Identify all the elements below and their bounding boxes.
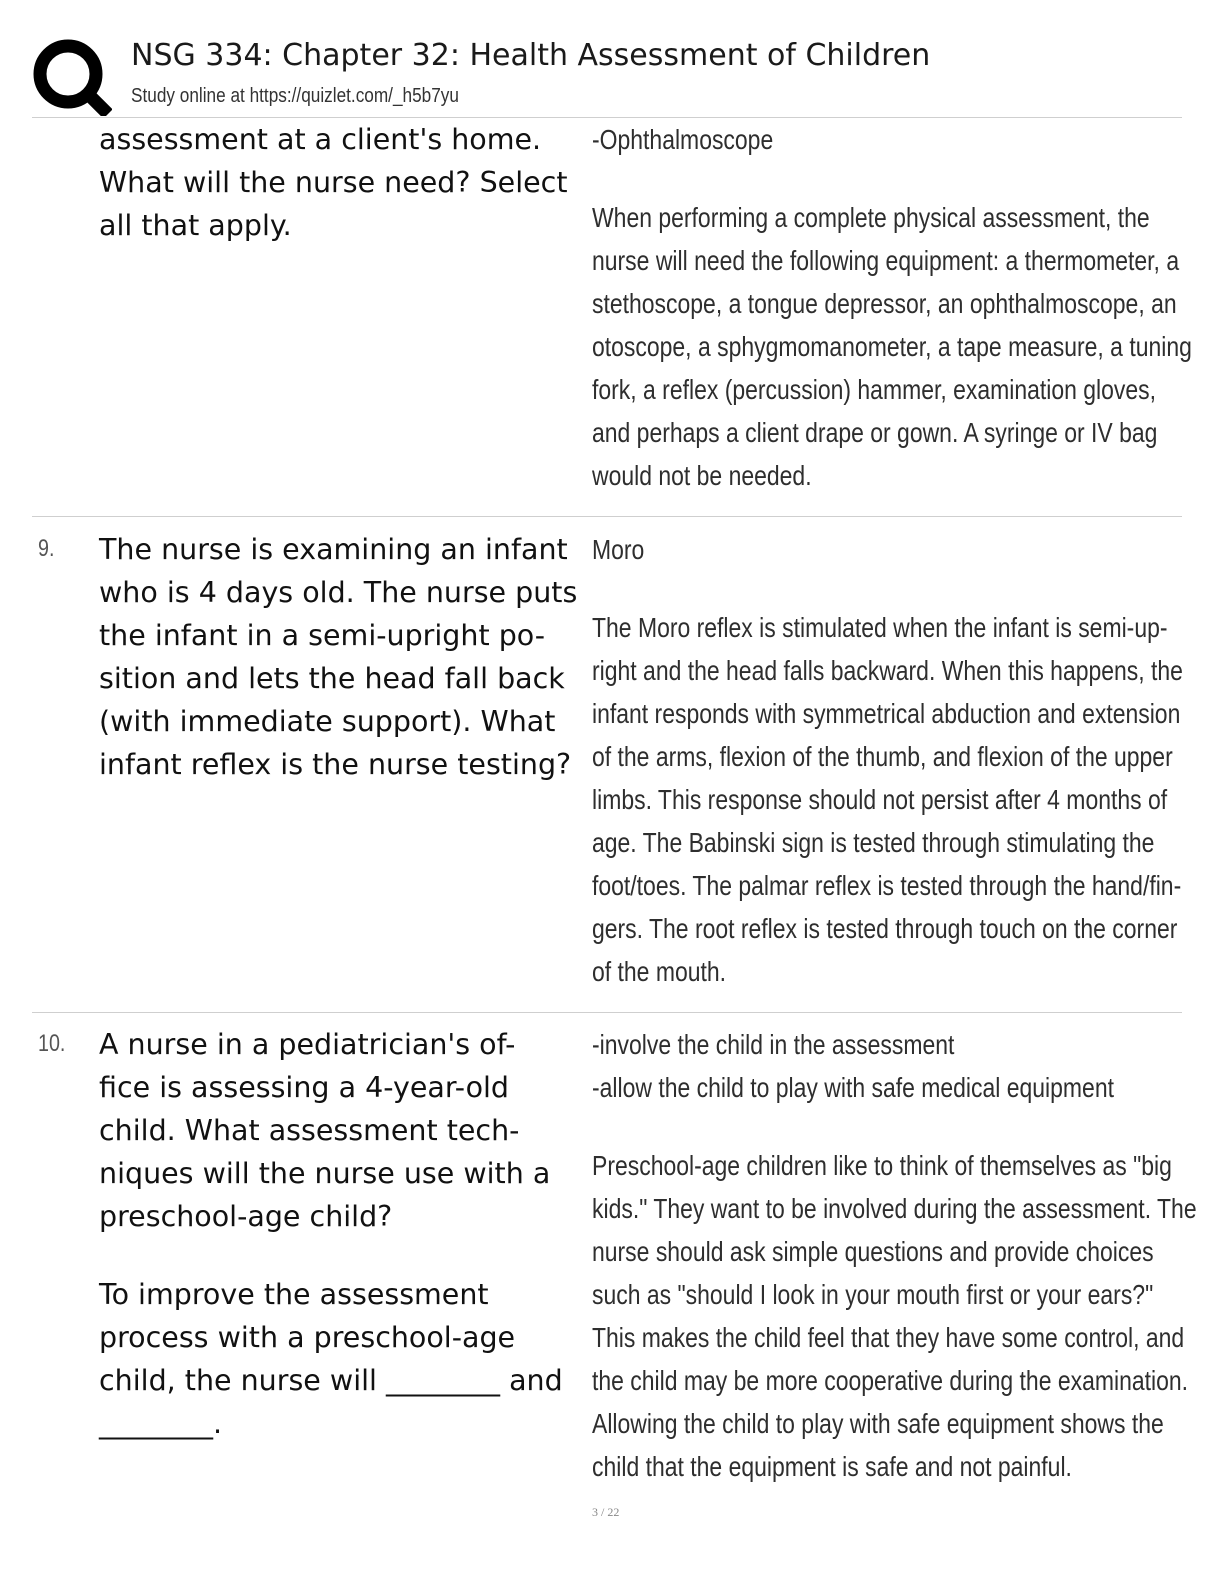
question-line: who is 4 days old. The nurse puts: [99, 576, 578, 609]
page-title: NSG 334: Chapter 32: Health Assessment of Children: [131, 38, 931, 73]
card-number: 10.: [38, 1030, 66, 1057]
explanation-line: limbs. This response should not persist after 4 months of: [592, 784, 1168, 815]
explanation-line: The Moro reflex is stimulated when the infant is semi-up-: [592, 612, 1168, 643]
explanation-line: When performing a complete physical assessment, the: [592, 202, 1150, 233]
explanation-line: such as "should I look in your mouth first or your ears?": [592, 1279, 1154, 1310]
page-number: 3 / 22: [592, 1505, 620, 1519]
card-number: 9.: [38, 535, 55, 562]
question-line: ________.: [99, 1407, 223, 1440]
question-line: The nurse is examining an infant: [99, 533, 568, 566]
explanation-line: otoscope, a sphygmomanometer, a tape measure, a tuning: [592, 331, 1192, 362]
question-line: assessment at a client's home.: [99, 123, 542, 156]
explanation-line: nurse will need the following equipment: a thermometer, a: [592, 245, 1180, 276]
card-divider: [32, 1012, 1182, 1013]
question-text: [99, 528, 589, 786]
explanation-line: would not be needed.: [592, 460, 812, 491]
study-online-link[interactable]: Study online at https://quizlet.com/_h5b7yu: [131, 85, 459, 107]
question-line: process with a preschool-age: [99, 1321, 516, 1354]
question-line: the infant in a semi-upright po-: [99, 619, 546, 652]
page-header: [32, 32, 1182, 118]
answer-line: -involve the child in the assessment: [592, 1029, 955, 1060]
card-divider: [32, 516, 1182, 517]
answer-line: Moro: [592, 534, 645, 565]
explanation-line: age. The Babinski sign is tested through stimulating the: [592, 827, 1155, 858]
question-line: What will the nurse need? Select: [99, 166, 568, 199]
answer-text: [592, 528, 1183, 993]
question-line: fice is assessing a 4-year-old: [99, 1071, 510, 1104]
question-line: niques will the nurse use with a: [99, 1157, 551, 1190]
question-line: sition and lets the head fall back: [99, 662, 565, 695]
question-line: all that apply.: [99, 209, 292, 242]
explanation-line: This makes the child feel that they have some control, and: [592, 1322, 1185, 1353]
explanation-line: stethoscope, a tongue depressor, an ophthalmoscope, an: [592, 288, 1177, 319]
explanation-line: the child may be more cooperative during the examination.: [592, 1365, 1189, 1396]
explanation-line: nurse should ask simple questions and provide choices: [592, 1236, 1154, 1267]
explanation-line: kids." They want to be involved during the assessment. The: [592, 1193, 1197, 1224]
answer-line: -allow the child to play with safe medical equipment: [592, 1072, 1114, 1103]
question-text: [99, 118, 589, 247]
question-text: [99, 1023, 589, 1445]
question-line: To improve the assessment: [99, 1278, 489, 1311]
explanation-line: foot/toes. The palmar reflex is tested through the hand/fin-: [592, 870, 1182, 901]
answer-text: [592, 1023, 1197, 1488]
explanation-line: fork, a reflex (percussion) hammer, examination gloves,: [592, 374, 1157, 405]
question-line: infant reflex is the nurse testing?: [99, 748, 572, 781]
explanation-line: infant responds with symmetrical abduction and extension: [592, 698, 1181, 729]
question-line: child. What assessment tech-: [99, 1114, 520, 1147]
explanation-line: gers. The root reflex is tested through touch on the corner: [592, 913, 1178, 944]
quizlet-logo-icon: [32, 36, 112, 116]
explanation-line: and perhaps a client drape or gown. A syringe or IV bag: [592, 417, 1158, 448]
answer-text: [592, 118, 1192, 497]
explanation-line: of the mouth.: [592, 956, 727, 987]
question-line: preschool-age child?: [99, 1200, 393, 1233]
answer-line: -Ophthalmoscope: [592, 124, 774, 155]
question-line: child, the nurse will ________ and: [99, 1364, 563, 1397]
explanation-line: Allowing the child to play with safe equipment shows the: [592, 1408, 1164, 1439]
explanation-line: right and the head falls backward. When this happens, the: [592, 655, 1183, 686]
question-line: A nurse in a pediatrician's of-: [99, 1028, 516, 1061]
explanation-line: Preschool-age children like to think of themselves as "big: [592, 1150, 1172, 1181]
explanation-line: of the arms, flexion of the thumb, and flexion of the upper: [592, 741, 1173, 772]
explanation-line: child that the equipment is safe and not painful.: [592, 1451, 1072, 1482]
question-line: (with immediate support). What: [99, 705, 556, 738]
